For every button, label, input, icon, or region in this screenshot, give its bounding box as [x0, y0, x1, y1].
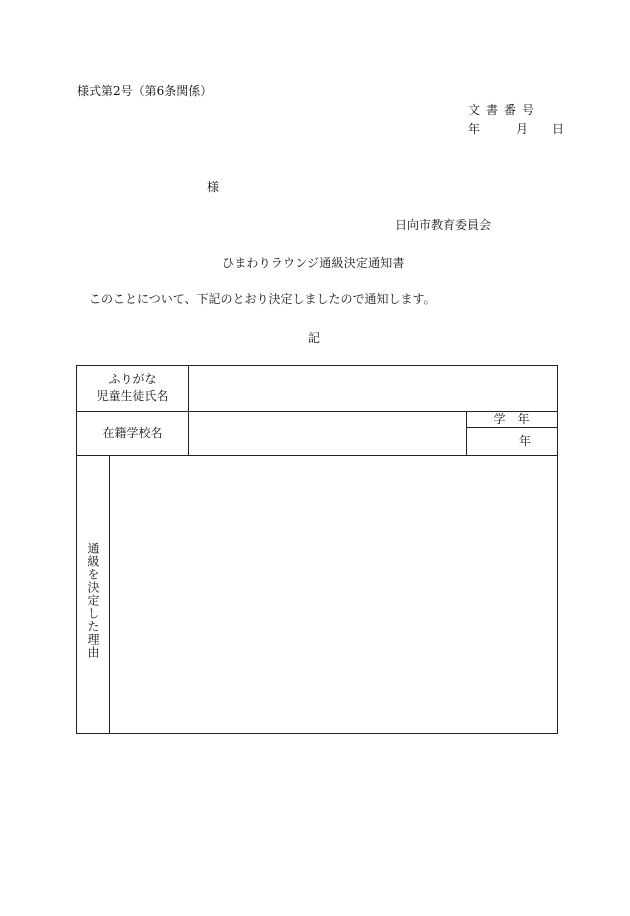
date-year-label: 年 [468, 122, 481, 136]
furigana-label: ふりがな [108, 372, 157, 386]
grade-field[interactable] [467, 428, 513, 455]
form-number-label: 様式第2号（第6条関係） [77, 84, 213, 98]
reason-label: 通級を決定した理由 [86, 542, 100, 659]
school-name-field[interactable] [189, 412, 466, 455]
sender-name: 日向市教育委員会 [395, 218, 492, 232]
student-name-label: 児童生徒氏名 [96, 389, 169, 403]
grade-unit-label: 年 [518, 434, 531, 448]
school-name-label: 在籍学校名 [102, 426, 163, 440]
notice-form-table [76, 365, 558, 734]
reason-field[interactable] [110, 456, 557, 733]
document-number-label: 文書番号 [468, 103, 541, 117]
grade-label: 学 年 [493, 412, 530, 426]
notice-body-text: このことについて、下記のとおり決定しましたので通知します。 [89, 292, 436, 306]
document-title: ひまわりラウンジ通級決定通知書 [222, 256, 405, 270]
student-name-field[interactable] [189, 366, 557, 411]
record-heading: 記 [308, 331, 321, 345]
date-day-label: 日 [552, 122, 565, 136]
date-month-label: 月 [516, 122, 529, 136]
document-date [468, 122, 564, 136]
addressee-honorific: 様 [207, 180, 220, 194]
